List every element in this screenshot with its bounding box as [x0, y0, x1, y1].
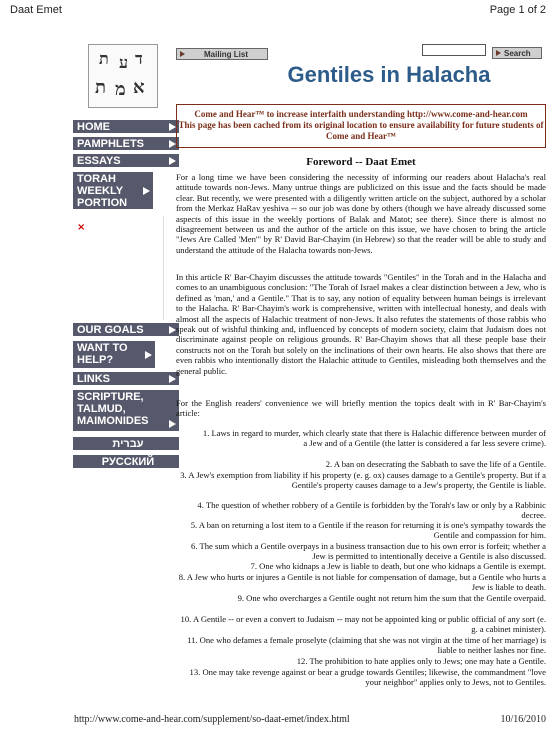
arrow-right-icon	[169, 375, 176, 383]
sidebar-item-essays[interactable]	[73, 154, 179, 168]
sidebar-item-home[interactable]	[73, 120, 179, 134]
arrow-right-icon	[169, 420, 176, 428]
sidebar-item-links[interactable]	[73, 372, 179, 386]
search-input[interactable]	[422, 44, 486, 56]
arrow-right-icon	[145, 351, 152, 359]
search-button[interactable]	[492, 47, 542, 59]
paragraph: In this article R' Bar-Chayim discusses the attitude towards "Gentiles" in the Torah and in the Halacha and comes to an unambiguous conclusion: "The Torah of Israel makes a clear distinction between a Jew, who is defined as 'man,' and a Gentile." That is to say, any notion of equality between human beings is irrelevant to the Halacha. R' Bar-Chayim's work is comprehensive, written with intellectual honesty, and deals with almost all the aspects of Halachic treatment of non-Jews. It also refutes the statements of those rabbis who speak out of wishful thinking and, influenced by concepts of modern society, claim that Judaism does not discriminate against people on religious grounds. R' Bar-Chayim shows that all these people base their constructs not on the Torah but solely on the inclinations of their own hearts. He also shows that there are even rabbis who intentionally distort the Halachic attitude to Gentiles, misleading both themselves and the general public.	[176, 272, 546, 376]
daat-emet-logo[interactable]	[88, 44, 158, 108]
sidebar-item-want-to-help[interactable]	[73, 341, 155, 369]
sidebar-item-label: OUR GOALS	[77, 324, 144, 336]
sidebar-item-scripture-talmud-maimonides[interactable]	[73, 390, 179, 432]
print-footer-date: 10/16/2010	[500, 714, 546, 725]
list-item: 3. A Jew's exemption from liability if his property (e. g. ox) causes damage to a Gentile's property. But if a Gentile's property causes damage to a Jew's property, the Gentile is liable.	[180, 470, 546, 491]
notice-line: This page has been cached from its original location to ensure availability for future students of Come and Hear™	[178, 120, 544, 141]
sidebar-item-label: עברית	[112, 438, 144, 450]
print-header-right: Page 1 of 2	[489, 4, 546, 16]
list-item: 5. A ban on returning a lost item to a Gentile if the reason for returning it is one's sympathy towards the Gentile and compassion for him.	[190, 520, 546, 541]
sidebar-item-label: TORAH WEEKLY PORTION	[77, 173, 128, 209]
list-item: 9. One who overcharges a Gentile ought not return him the sum that the Gentile overpaid.	[237, 593, 546, 603]
logo-letter: ת	[95, 77, 106, 98]
list-item: 4. The question of whether robbery of a Gentile is forbidden by the Torah's law or only by a Rabbinic decree.	[197, 500, 546, 521]
logo-letter: ד	[135, 49, 143, 68]
arrow-right-icon	[169, 326, 176, 334]
page-title: Gentiles in Halacha	[287, 62, 491, 87]
paragraph: For a long time we have been considering the necessity of informing our readers about Halacha's real attitude towards non-Jews. Many untrue things are publicized on this issue and the facts should be made clear. But recently, we were presented with a diligently written article on the subject, authored by a scholar from the Merkaz HaRav yeshiva -- so our job was done by others (though we have already discussed some aspects of this issue in the weekly portions of Balak and Matot; see there). Since there is almost no disagreement between us and the author of the article on this issue, we have chosen to bring the article "Jews Are Called 'Men'" by R' David Bar-Chayim (in Hebrew) so that the reader will be able to study and understand the attitude of the Halacha towards non-Jews.	[176, 172, 546, 255]
sidebar-item-label: PAMPHLETS	[77, 138, 145, 150]
list-item: 13. One may take revenge against or bear a grudge towards Gentiles; likewise, the commandment "love your neighbor" applies only to Jews, not to Gentiles.	[189, 667, 546, 688]
list-item: 2. A ban on desecrating the Sabbath to save the life of a Gentile.	[325, 459, 546, 469]
print-header-left: Daat Emet	[10, 4, 62, 16]
sidebar-item-label: РУССКИЙ	[101, 456, 155, 468]
arrow-right-icon	[169, 123, 176, 131]
paragraph: For the English readers' convenience we will briefly mention the topics dealt with in R' Bar-Chayim's article:	[176, 398, 546, 419]
arrow-right-icon	[180, 51, 185, 57]
broken-image-icon: ×	[77, 222, 86, 233]
image-placeholder	[73, 216, 164, 320]
search-button-label: Search	[504, 48, 531, 58]
foreword-title: Foreword -- Daat Emet	[306, 156, 416, 168]
list-item: 12. The prohibition to hate applies only to Jews; one may hate a Gentile.	[296, 656, 546, 666]
logo-letter: ע	[119, 53, 129, 72]
sidebar-item-pamphlets[interactable]	[73, 137, 179, 151]
logo-letter: א	[133, 77, 145, 98]
mailing-list-button[interactable]	[176, 48, 268, 60]
sidebar-item-label: HOME	[77, 121, 110, 133]
arrow-right-icon	[169, 140, 176, 148]
mailing-list-label: Mailing List	[204, 49, 248, 59]
list-item: 11. One who defames a female proselyte (claiming that she was not virgin at the time of her marriage) is liable to neither lashes nor fine.	[187, 635, 546, 656]
print-footer-url: http://www.come-and-hear.com/supplement/so-daat-emet/index.html	[74, 714, 350, 725]
arrow-right-icon	[496, 50, 501, 56]
sidebar-item-torah-weekly-portion[interactable]	[73, 172, 153, 210]
sidebar-item-hebrew[interactable]	[73, 437, 179, 451]
list-item: 7. One who kidnaps a Jew is liable to death, but one who kidnaps a Gentile is exempt.	[250, 561, 546, 571]
logo-letter: מ	[115, 79, 126, 100]
list-item: 8. A Jew who hurts or injures a Gentile is not liable for compensation of damage, but a Gentile who hurts a Jew is liable to death.	[178, 572, 546, 593]
list-item: 1. Laws in regard to murder, which clearly state that there is Halachic difference between murder of a Jew and of a Gentile (the latter is considered a far less severe crime).	[202, 428, 546, 449]
arrow-right-icon	[143, 187, 150, 195]
sidebar-item-label: ESSAYS	[77, 155, 121, 167]
arrow-right-icon	[169, 157, 176, 165]
sidebar-item-our-goals[interactable]	[73, 323, 179, 337]
sidebar-item-label: SCRIPTURE, TALMUD, MAIMONIDES	[77, 391, 149, 427]
logo-letter: ת	[99, 49, 109, 68]
cache-notice	[176, 104, 546, 148]
list-item: 10. A Gentile -- or even a convert to Judaism -- may not be appointed king or public official of any sort (e. g. a cabinet minister).	[180, 614, 546, 635]
sidebar-item-label: LINKS	[77, 373, 110, 385]
sidebar-item-russian[interactable]	[73, 455, 179, 469]
notice-line: Come and Hear™ to increase interfaith understanding http://www.come-and-hear.com	[194, 109, 528, 119]
sidebar-item-label: WANT TO HELP?	[77, 342, 128, 366]
list-item: 6. The sum which a Gentile overpays in a business transaction due to his own error is forfeit; whether a Jew is permitted to intentionally deceive a Gentile is also discussed.	[191, 541, 546, 562]
